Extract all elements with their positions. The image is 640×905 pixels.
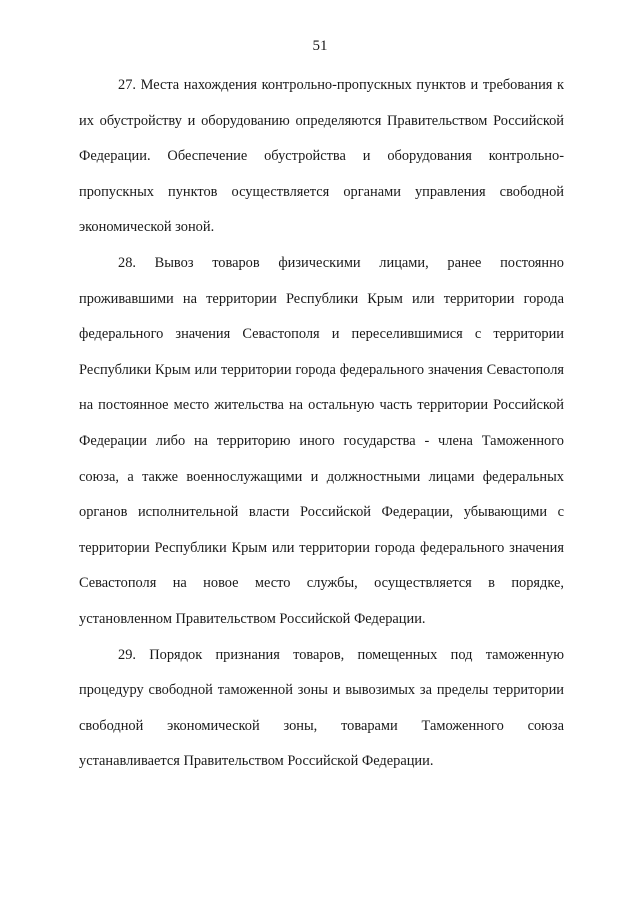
page-number: 51 <box>312 38 328 54</box>
paragraph-28: 28. Вывоз товаров физическими лицами, ранее постоянно проживавшими на территории Республики Крым или территории города федерального значения Севастополя и переселившимися с территории Республики Крым или территории города федерального значения Севастополя на постоянное место жительства на остальную часть территории Российской Федерации либо на территорию иного государства - члена Таможенного союза, а также военнослужащими и должностными лицами федеральных органов исполнительной власти Российской Федерации, убывающими с территории Республики Крым или территории города федерального значения Севастополя на новое место службы, осуществляется в порядке, установленном Правительством Российской Федерации. <box>79 254 564 627</box>
document-body <box>79 68 564 780</box>
paragraph-27: 27. Места нахождения контрольно-пропускных пунктов и требования к их обустройству и оборудованию определяются Правительством Российской Федерации. Обеспечение обустройства и оборудования контрольно-пропускных пунктов осуществляется органами управления свободной экономической зоной. <box>79 77 564 236</box>
paragraph-29: 29. Порядок признания товаров, помещенных под таможенную процедуру свободной таможенной зоны и вывозимых за пределы территории свободной экономической зоны, товарами Таможенного союза устанавливается Правительством Российской Федерации. <box>79 646 564 770</box>
